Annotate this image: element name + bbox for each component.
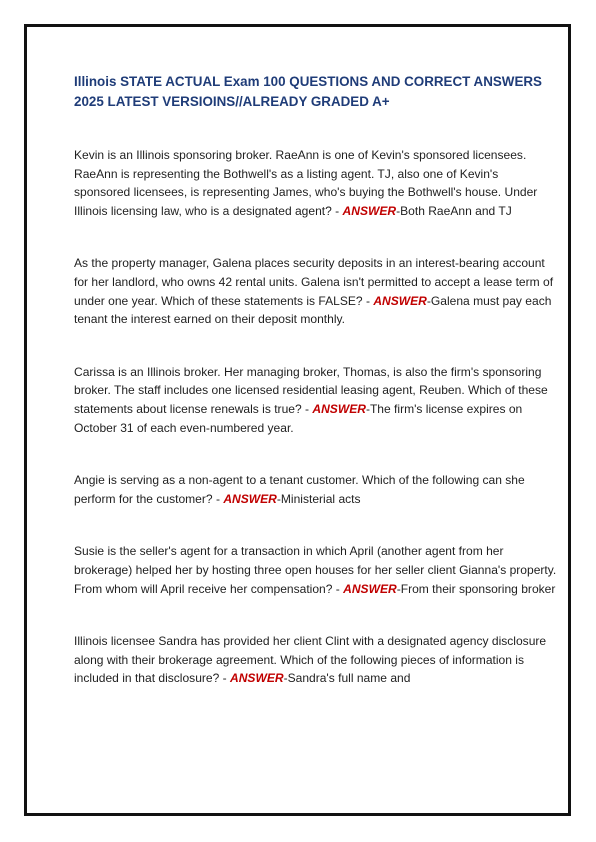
answer-text: -Ministerial acts <box>276 491 361 506</box>
answer-text: -From their sponsoring broker <box>396 581 556 596</box>
question-text: Kevin is an Illinois sponsoring broker. RaeAnn is one of Kevin's sponsored licensees. RaeAnn is representing the Bothwell's as a listing agent. TJ, also one of Kevin's sponsored licensees, is representing James, who's buying the Bothwell's house. Under Illinois licensing law, who is a designated agent? - <box>74 148 538 218</box>
qa-item <box>74 471 557 508</box>
answer-label: ANSWER <box>373 293 427 308</box>
answer-label: ANSWER <box>343 581 397 596</box>
page-border <box>24 24 571 816</box>
question-text: Susie is the seller's agent for a transaction in which April (another agent from her brokerage) helped her by hosting three open houses for her seller client Gianna's property. From whom will April receive her compensation? - <box>74 544 557 596</box>
qa-item <box>74 146 557 220</box>
answer-label: ANSWER <box>230 671 284 686</box>
answer-label: ANSWER <box>342 203 397 218</box>
document-title: Illinois STATE ACTUAL Exam 100 QUESTIONS AND CORRECT ANSWERS 2025 LATEST VERSIOINS//ALREADY GRADED A+ <box>74 74 542 109</box>
qa-item <box>74 254 557 328</box>
answer-text: -Galena must pay each tenant the interest earned on their deposit monthly. <box>74 293 552 327</box>
qa-item <box>74 363 557 437</box>
document-content <box>74 72 557 722</box>
answer-text: -Sandra's full name and <box>283 671 411 686</box>
answer-label: ANSWER <box>312 401 366 416</box>
answer-text: -The firm's license expires on October 31 of each even-numbered year. <box>74 401 523 435</box>
qa-list <box>74 146 557 688</box>
question-text: Carissa is an Illinois broker. Her managing broker, Thomas, is also the firm's sponsoring broker. The staff includes one licensed residential leasing agent, Reuben. Which of these statements about license renewals is true? - <box>74 364 548 416</box>
answer-label: ANSWER <box>223 491 277 506</box>
qa-item <box>74 632 557 688</box>
question-text: Illinois licensee Sandra has provided her client Clint with a designated agency disclosure along with their brokerage agreement. Which of the following pieces of information is included in that disclosure? - <box>74 634 547 686</box>
question-text: Angie is serving as a non-agent to a tenant customer. Which of the following can she perform for the customer? - <box>74 473 525 506</box>
qa-item <box>74 542 557 598</box>
answer-text: -Both RaeAnn and TJ <box>396 203 512 218</box>
question-text: As the property manager, Galena places security deposits in an interest-bearing account for her landlord, who owns 42 rental units. Galena isn't permitted to accept a lease term of under one year. Which of these statements is FALSE? - <box>74 256 554 308</box>
